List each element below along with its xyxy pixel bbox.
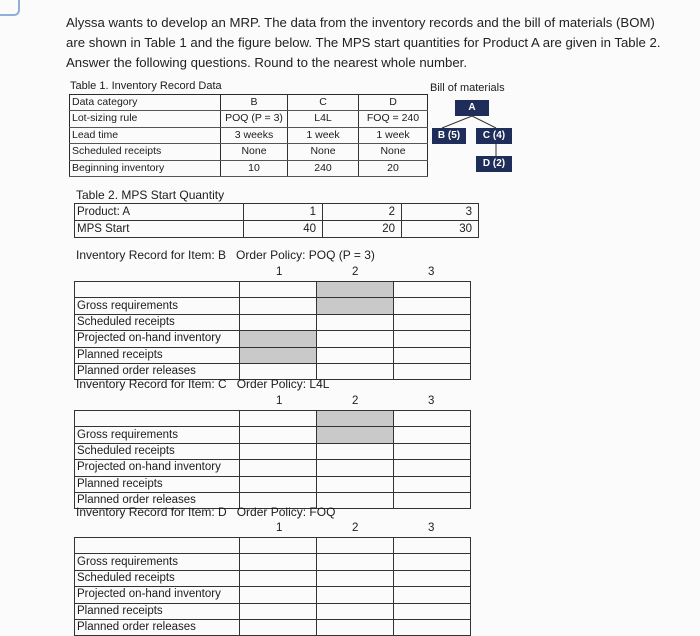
input-cell[interactable] [394,587,471,603]
input-cell[interactable] [317,587,394,603]
record-b-week-header [74,265,472,281]
table-cell [240,411,317,427]
record-d-table [74,537,471,636]
input-cell[interactable] [394,443,471,459]
table-header-cell: B [221,95,288,111]
row-label: Projected on-hand inventory [75,587,240,603]
table-row [70,144,428,160]
table-row [70,127,428,143]
table-row [75,411,471,427]
page-corner-decoration [0,0,20,16]
input-cell[interactable] [240,570,317,586]
input-cell[interactable] [240,603,317,619]
row-label: Projected on-hand inventory [75,460,240,476]
week-label: 3 [428,522,435,534]
table-cell: 1 week [288,127,359,143]
table-cell [75,411,240,427]
row-label: Scheduled receipts [75,570,240,586]
input-cell[interactable] [394,460,471,476]
table-header-cell: 1 [244,204,323,221]
table-row [75,554,471,570]
input-cell[interactable] [317,331,394,347]
input-cell[interactable] [240,314,317,330]
record-d-grid [74,521,472,636]
table-cell: Beginning inventory [70,160,221,176]
input-cell[interactable] [394,331,471,347]
table-cell [394,411,471,427]
record-d-week-header [74,521,472,537]
week-label: 1 [276,266,283,278]
table-cell [317,538,394,554]
table-cell [317,411,394,427]
table-header-cell: D [359,95,428,111]
table-row [75,347,471,363]
table-cell: 3 weeks [221,127,288,143]
table1-title: Table 1. Inventory Record Data [70,80,222,92]
table-cell [394,538,471,554]
input-cell[interactable] [394,363,471,379]
bom-title: Bill of materials [430,82,505,94]
table-cell: 30 [402,221,479,238]
table-row [70,160,428,176]
table-row [75,298,471,314]
input-cell[interactable] [317,603,394,619]
week-label: 2 [352,395,359,407]
table-row [75,443,471,459]
row-label: Planned order releases [75,619,240,635]
table-cell: FOQ = 240 [359,111,428,127]
table-row [70,111,428,127]
input-cell[interactable] [240,427,317,443]
input-cell[interactable] [240,587,317,603]
table-row [75,538,471,554]
week-label: 3 [428,266,435,278]
input-cell[interactable] [317,460,394,476]
table-row [75,603,471,619]
table-cell [394,282,471,298]
table-row [75,570,471,586]
record-b-table [74,281,471,380]
table-row [75,282,471,298]
week-label: 2 [352,522,359,534]
week-label: 1 [276,395,283,407]
table2-title: Table 2. MPS Start Quantity [76,188,225,202]
bom-node-c: C (4) [476,128,512,144]
mps-table [74,203,479,238]
table-row [75,427,471,443]
table-header-cell: Product: A [75,204,244,221]
input-cell[interactable] [240,443,317,459]
input-cell[interactable] [317,347,394,363]
table-cell [75,282,240,298]
input-cell[interactable] [394,492,471,508]
input-cell[interactable] [394,314,471,330]
table-cell [317,282,394,298]
table-cell: Scheduled receipts [70,144,221,160]
row-label: Planned order releases [75,363,240,379]
table-row [75,619,471,635]
input-cell[interactable] [240,331,317,347]
table-row [75,314,471,330]
row-label: Gross requirements [75,427,240,443]
table-header-cell: 2 [323,204,402,221]
record-d-title: Inventory Record for Item: D Order Policy: FOQ [76,505,336,519]
table-cell: 10 [221,160,288,176]
record-c-title: Inventory Record for Item: C Order Policy: L4L [76,377,330,391]
input-cell[interactable] [394,298,471,314]
bom-node-a: A [455,100,489,116]
row-label: Scheduled receipts [75,443,240,459]
table-cell: 1 week [359,127,428,143]
input-cell[interactable] [240,619,317,635]
record-b-grid [74,265,472,380]
table-cell: None [221,144,288,160]
bom-node-d: D (2) [476,156,512,172]
input-cell[interactable] [240,554,317,570]
input-cell[interactable] [317,298,394,314]
record-c-grid [74,394,472,509]
row-label: Planned receipts [75,347,240,363]
table-cell: 40 [244,221,323,238]
input-cell[interactable] [394,476,471,492]
row-label: Planned order releases [75,492,240,508]
table-cell [75,538,240,554]
table-cell: None [359,144,428,160]
table-row [75,476,471,492]
row-label: Gross requirements [75,554,240,570]
row-label: Planned receipts [75,603,240,619]
row-label: Gross requirements [75,298,240,314]
week-label: 3 [428,395,435,407]
input-cell[interactable] [240,347,317,363]
table-row [75,460,471,476]
table-cell: 20 [323,221,402,238]
input-cell[interactable] [317,443,394,459]
table-header-cell: 3 [402,204,479,221]
input-cell[interactable] [394,427,471,443]
input-cell[interactable] [394,570,471,586]
table-header-cell: Data category [70,95,221,111]
table-row [75,221,479,238]
table-cell: Lead time [70,127,221,143]
table-row [75,587,471,603]
table-row [75,331,471,347]
record-b-title: Inventory Record for Item: B Order Policy: POQ (P = 3) [76,248,375,262]
input-cell[interactable] [317,314,394,330]
input-cell[interactable] [240,460,317,476]
input-cell[interactable] [317,476,394,492]
inventory-record-table [69,94,428,177]
input-cell[interactable] [394,619,471,635]
week-label: 1 [276,522,283,534]
record-c-table [74,410,471,509]
table-cell [240,282,317,298]
table-cell: 20 [359,160,428,176]
table-row [75,204,479,221]
table-cell: 240 [288,160,359,176]
table-cell: MPS Start [75,221,244,238]
input-cell[interactable] [317,570,394,586]
table-cell [240,538,317,554]
row-label: Planned receipts [75,476,240,492]
table-header-cell: C [288,95,359,111]
problem-statement: Alyssa wants to develop an MRP. The data from the inventory records and the bill of materials (BOM) are shown in Table 1 and the figure below. The MPS start quantities for Product A are given in Table 2. Answer the following questions. Round to the nearest whole number. [66,15,661,70]
input-cell[interactable] [240,298,317,314]
table-row [70,95,428,111]
table-cell: Lot-sizing rule [70,111,221,127]
table-cell: POQ (P = 3) [221,111,288,127]
input-cell[interactable] [317,554,394,570]
record-c-week-header [74,394,472,410]
input-cell[interactable] [317,619,394,635]
table-cell: None [288,144,359,160]
input-cell[interactable] [394,347,471,363]
input-cell[interactable] [394,603,471,619]
table-cell: L4L [288,111,359,127]
row-label: Scheduled receipts [75,314,240,330]
week-label: 2 [352,266,359,278]
input-cell[interactable] [394,554,471,570]
input-cell[interactable] [240,476,317,492]
bom-node-b: B (5) [432,128,466,144]
input-cell[interactable] [317,427,394,443]
row-label: Projected on-hand inventory [75,331,240,347]
